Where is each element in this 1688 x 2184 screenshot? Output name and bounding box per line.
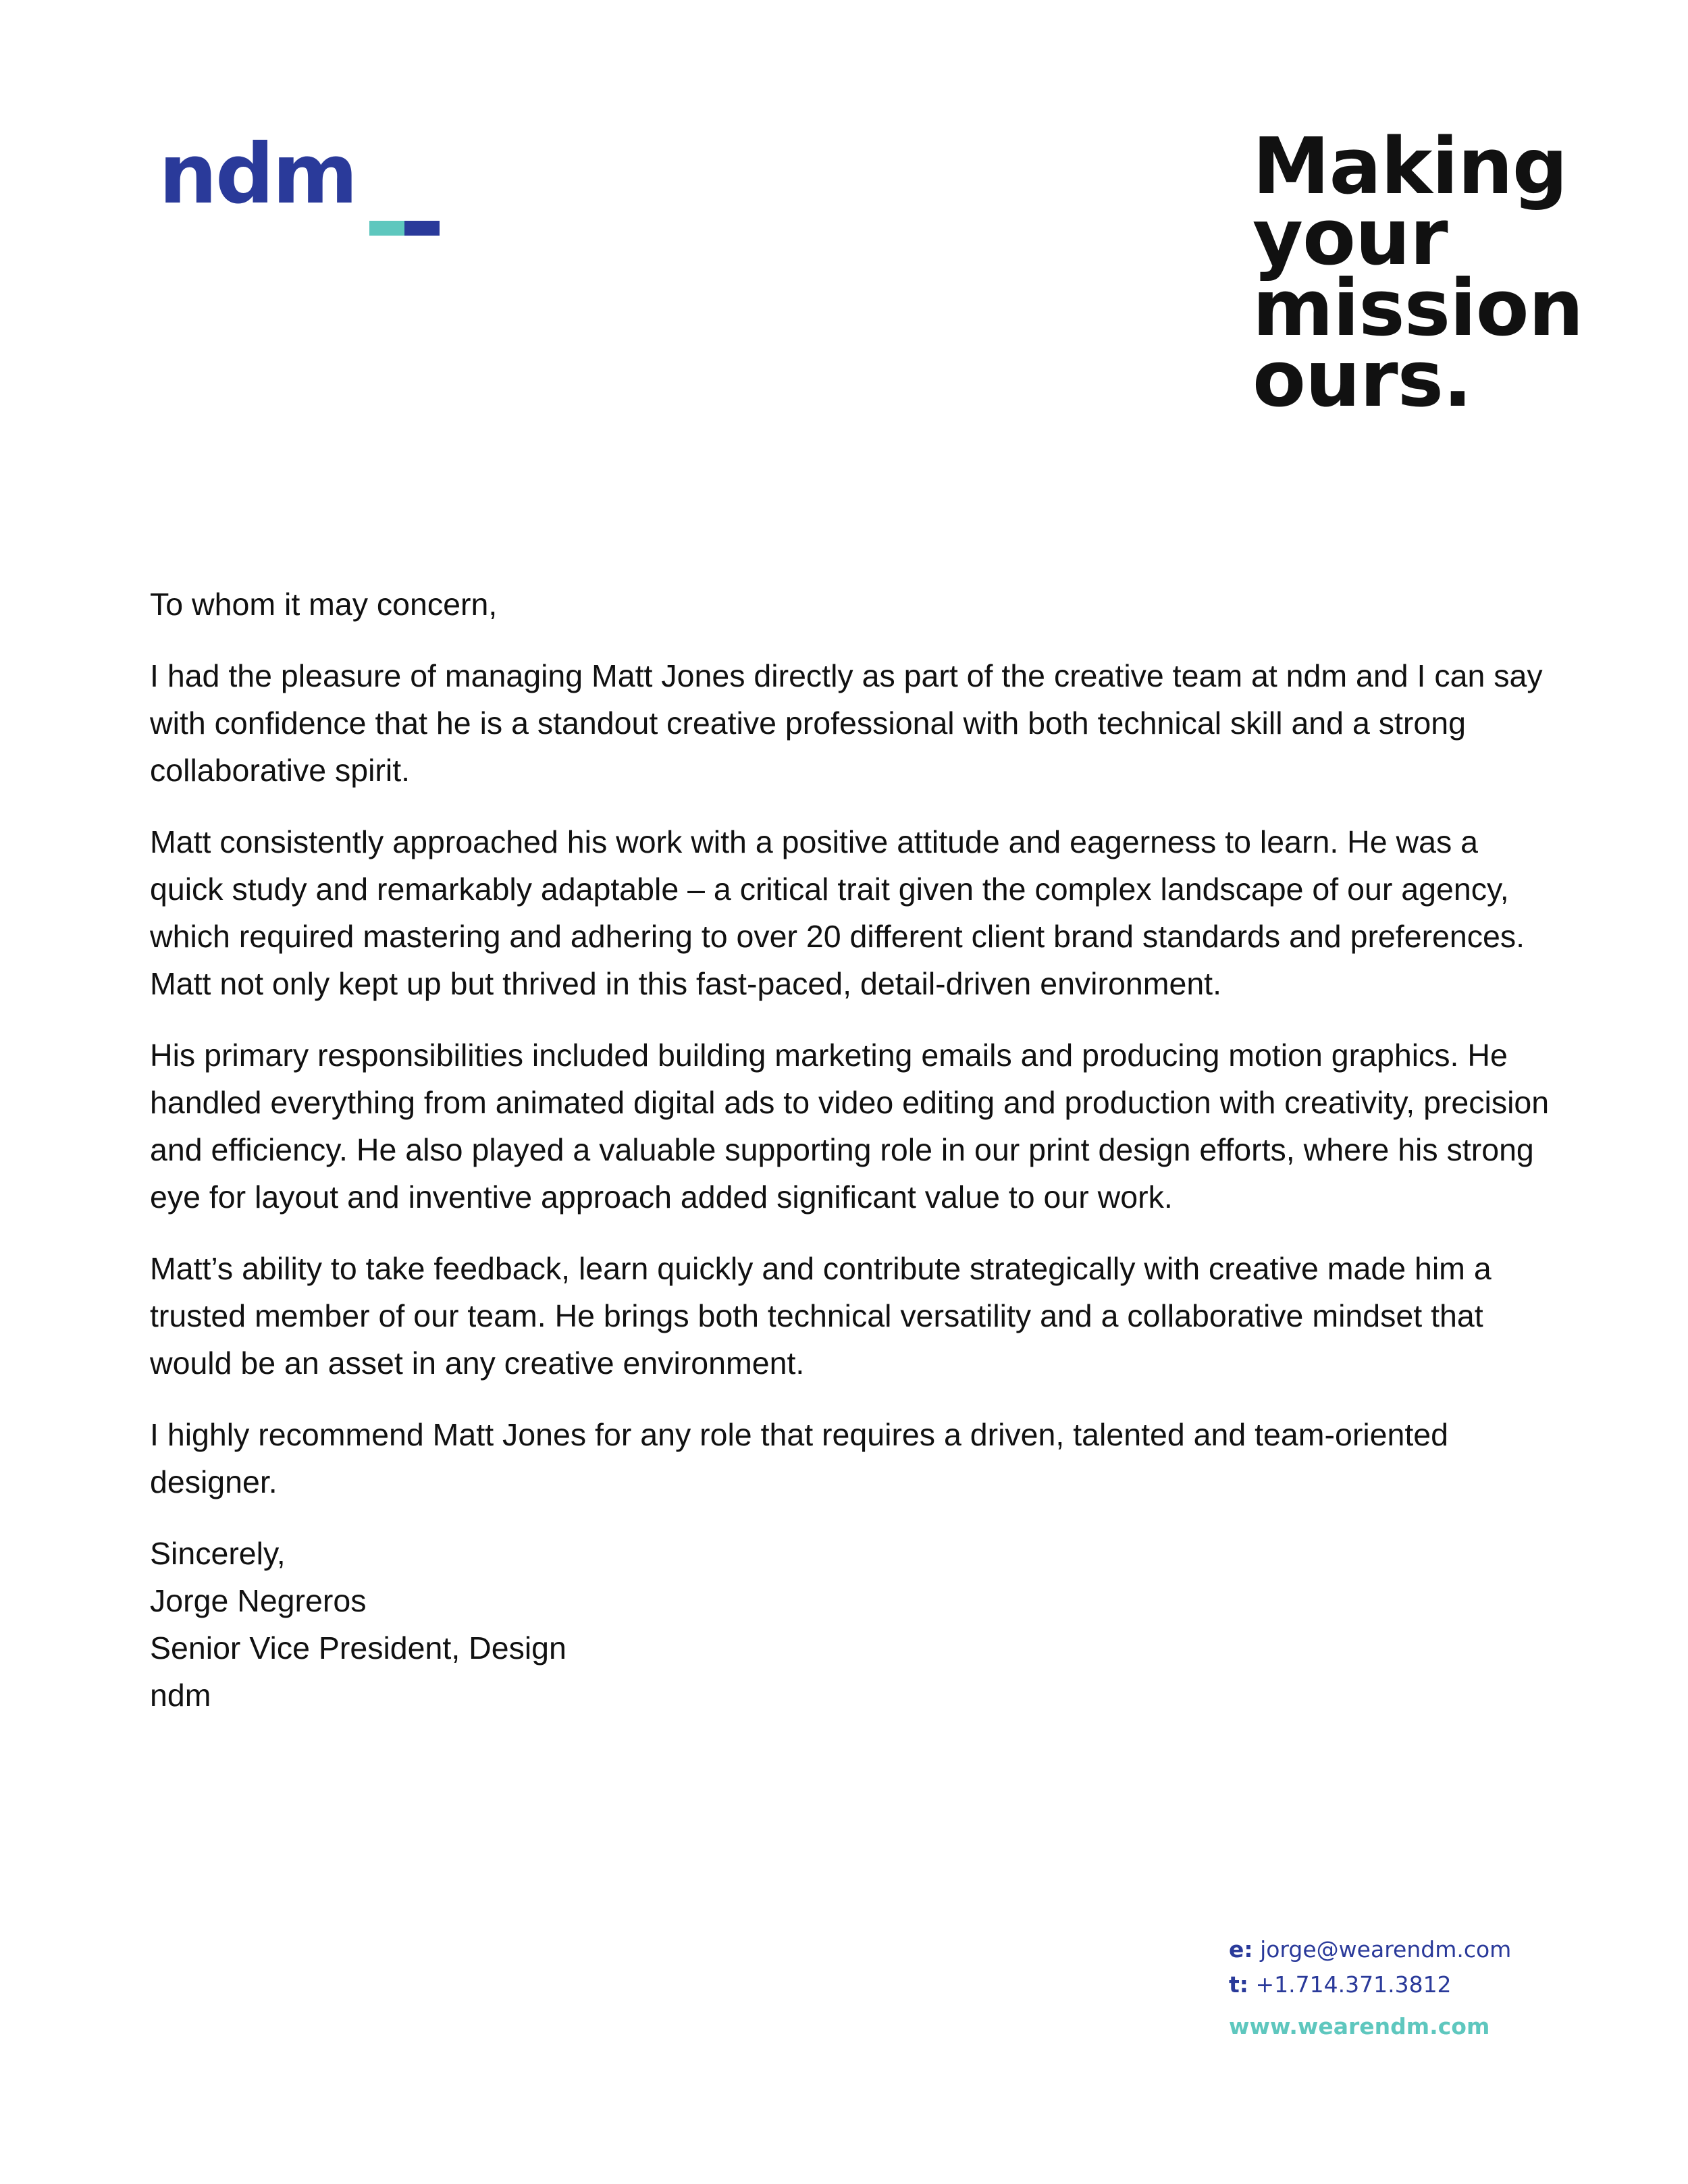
logo-navy-bar — [404, 221, 440, 236]
letter-paragraph: His primary responsibilities included building marketing emails and producing motion graphics. He handled everything from animated digital ads to video editing and production with creativity, precision and efficiency. He also played a valuable supporting role in our print design efforts, where his strong eye for layout and inventive approach added significant value to our work. — [150, 1038, 1550, 1215]
phone-label: t: — [1229, 1971, 1248, 1998]
ndm-logo — [159, 126, 442, 240]
salutation: To whom it may concern, — [150, 587, 498, 622]
letter-paragraph: Matt’s ability to take feedback, learn quickly and contribute strategically with creative made him a trusted member of our team. He brings both technical versatility and a collaborative mindset that would be an asset in any creative environment. — [150, 1251, 1492, 1381]
closing: Sincerely, — [150, 1536, 286, 1571]
signer-title: Senior Vice President, Design — [150, 1630, 566, 1666]
email-row — [1229, 1932, 1607, 1967]
phone-link[interactable]: +1.714.371.3812 — [1255, 1971, 1452, 1998]
website-link[interactable]: www.wearendm.com — [1229, 2013, 1490, 2040]
email-link[interactable]: jorge@wearendm.com — [1260, 1936, 1512, 1963]
signer-company: ndm — [150, 1678, 211, 1713]
letter-paragraph: I had the pleasure of managing Matt Jones directly as part of the creative team at ndm and I can say with confidence that he is a standout creative professional with both technical skill and a strong collaborative spirit. — [150, 658, 1543, 788]
tagline-line: Making — [1252, 122, 1568, 212]
tagline-line: your — [1252, 192, 1448, 283]
tagline — [1252, 122, 1631, 425]
signer-name: Jorge Negreros — [150, 1583, 367, 1618]
contact-block — [1229, 1932, 1607, 2044]
letter-paragraph: Matt consistently approached his work with a positive attitude and eagerness to learn. He was a quick study and remarkably adaptable – a critical trait given the complex landscape of our agency, which required mastering and adhering to over 20 different client brand standards and preferences. Matt not only kept up but thrived in this fast-paced, detail-driven environment. — [150, 824, 1525, 1001]
email-label: e: — [1229, 1936, 1253, 1963]
phone-row — [1229, 1967, 1607, 2002]
letter-body — [150, 581, 1554, 1743]
logo-wordmark: ndm — [159, 126, 357, 222]
letter-paragraph: I highly recommend Matt Jones for any role that requires a driven, talented and team-oriented designer. — [150, 1417, 1449, 1499]
signature-block — [150, 1530, 1554, 1719]
tagline-line: mission — [1252, 263, 1583, 354]
logo-teal-bar — [369, 221, 404, 236]
tagline-line: ours. — [1252, 334, 1472, 425]
